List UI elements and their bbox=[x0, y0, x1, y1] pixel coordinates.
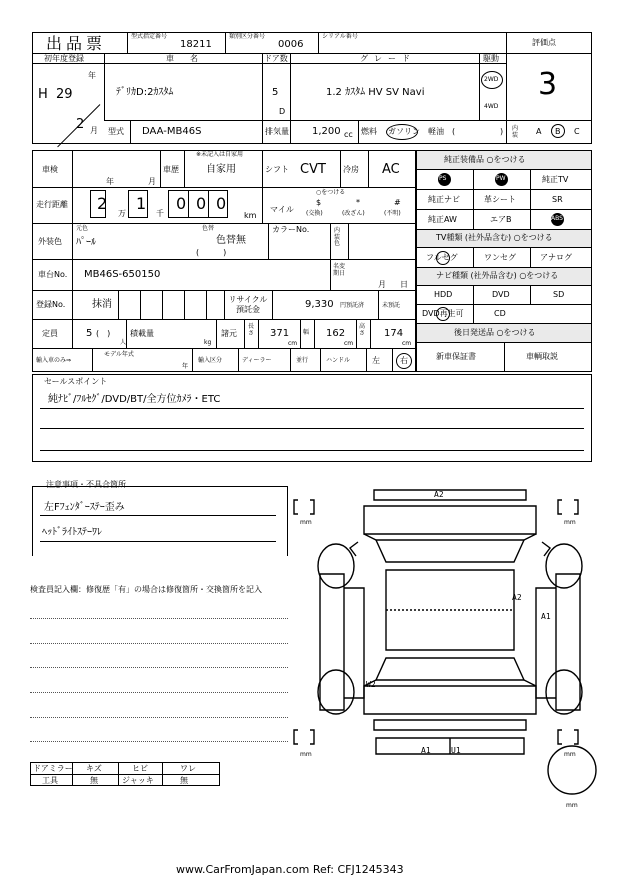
chassis-number: MB46S-650150 bbox=[84, 269, 161, 280]
interior-b: B bbox=[555, 127, 561, 136]
inspection-label: 車検 bbox=[42, 165, 58, 174]
notes-label: 注意事項・不具合箇所 bbox=[46, 480, 126, 489]
equip-navi: 純正ナビ bbox=[428, 195, 460, 204]
car-rear-deck bbox=[364, 686, 536, 714]
grade-label: グレード bbox=[360, 54, 416, 63]
import-label: 輸入車のみ⇒ bbox=[36, 357, 72, 364]
first-reg-label: 初年度登録 bbox=[44, 54, 84, 63]
displacement-unit: cc bbox=[344, 130, 353, 139]
recycle-label: リサイクル預託金 bbox=[228, 295, 268, 314]
shift-label: シフト bbox=[265, 165, 289, 174]
navi-dvd: DVD bbox=[492, 290, 510, 299]
car-front-bumper bbox=[374, 490, 526, 500]
ac-label: 冷房 bbox=[343, 165, 359, 174]
car-name: ﾃﾞﾘｶD:2ｶｽﾀﾑ bbox=[116, 87, 174, 98]
alter-symbol: * bbox=[356, 198, 360, 207]
color-no-label: カラーNo. bbox=[272, 225, 310, 234]
equip-leather: 革シート bbox=[484, 195, 516, 204]
recycle-unit: 円預託済 bbox=[340, 302, 365, 309]
damage-mark-rear-right: U1 bbox=[451, 746, 461, 755]
mileage-unit-km: km bbox=[244, 211, 257, 220]
length: 371 bbox=[270, 328, 290, 339]
reg-month-unit: 月 bbox=[90, 126, 98, 135]
sheet-title: 出品票 bbox=[46, 34, 107, 53]
length-label: 長さ bbox=[248, 323, 255, 337]
navi-cd: CD bbox=[494, 309, 506, 318]
sales-point-block bbox=[32, 374, 592, 462]
tv-fullseg: フルセグ bbox=[426, 253, 458, 262]
shift-value: CVT bbox=[300, 162, 326, 177]
grade: 1.2 ｶｽﾀﾑ HV SV Navi bbox=[326, 87, 425, 98]
wheel-front-left bbox=[318, 544, 354, 588]
equipment-title: 純正装備品 ○をつける bbox=[444, 155, 526, 164]
legend-scratch: キズ bbox=[86, 764, 102, 773]
interior-color-label: 内装色 bbox=[334, 227, 341, 248]
car-left-side bbox=[320, 574, 344, 710]
inspection-year-unit: 年 bbox=[106, 177, 114, 186]
color-change-label: 色替 bbox=[202, 225, 215, 232]
capacity-unit: 人 bbox=[120, 339, 127, 346]
damage-mark-right-front: A2 bbox=[512, 593, 522, 602]
use-value: 自家用 bbox=[206, 164, 236, 175]
note-line-1: 左Fﾌｪﾝﾀﾞｰｽﾃｰ歪み bbox=[44, 502, 125, 513]
exterior-color-label: 外装色 bbox=[38, 237, 62, 246]
width: 162 bbox=[326, 328, 346, 339]
model-year-label: モデル年式 bbox=[104, 351, 134, 358]
handle-label: ハンドル bbox=[326, 357, 351, 364]
model-code: DAA-MB46S bbox=[142, 126, 202, 137]
mileage-digit-3: 0 bbox=[176, 194, 187, 213]
interior-c: C bbox=[574, 127, 580, 136]
name-change-day: 日 bbox=[400, 280, 408, 289]
height-label: 高さ bbox=[359, 323, 366, 337]
inspector-label: 検査員記入欄：修復歴「有」の場合は修復箇所・交換箇所を記入 bbox=[30, 585, 262, 594]
interior-a: A bbox=[536, 127, 542, 136]
original-color-label: 元色 bbox=[76, 225, 89, 232]
wheel-rear-right bbox=[546, 670, 582, 714]
color-change: 色替無 bbox=[216, 235, 246, 246]
width-unit: cm bbox=[344, 340, 354, 347]
type-no: 18211 bbox=[180, 39, 212, 50]
legend-jack: ジャッキ bbox=[122, 776, 154, 785]
car-right-side bbox=[556, 574, 580, 710]
reg-year: 29 bbox=[56, 87, 73, 102]
mile-option: マイル bbox=[270, 205, 294, 214]
damage-mark-rear-left: A1 bbox=[421, 746, 431, 755]
fuel-paren-close: ) bbox=[500, 127, 504, 136]
navi-title: ナビ種類 (社外品含む) ○をつける bbox=[436, 271, 559, 280]
unknown-option: (不明) bbox=[384, 210, 401, 217]
drive-4wd: 4WD bbox=[484, 103, 499, 110]
name-change-label: 名変期日 bbox=[333, 263, 346, 278]
handle-left: 左 bbox=[372, 356, 380, 365]
mm-front-right: mm bbox=[564, 519, 576, 526]
note-line-2: ﾍｯﾄﾞﾗｲﾄｽﾃｰﾜﾚ bbox=[42, 527, 102, 538]
unknown-symbol: # bbox=[394, 198, 401, 207]
reg-no: 抹消 bbox=[92, 299, 112, 310]
mm-rear-right: mm bbox=[564, 751, 576, 758]
mileage-digit-5: 0 bbox=[216, 194, 227, 213]
legend-break: ワレ bbox=[180, 764, 196, 773]
color-paren: ( ) bbox=[196, 248, 227, 257]
equip-ps: PS bbox=[439, 175, 447, 182]
capacity-label: 定員 bbox=[42, 329, 58, 338]
navi-hdd: HDD bbox=[434, 290, 453, 299]
legend-tools: 工具 bbox=[42, 776, 58, 785]
tv-oneseg: ワンセグ bbox=[484, 253, 516, 262]
height: 174 bbox=[384, 328, 404, 339]
tv-title: TV種類 (社外品含む) ○をつける bbox=[436, 233, 553, 242]
use-label: 車歴 bbox=[163, 165, 179, 174]
equip-airbag: エアB bbox=[490, 215, 512, 224]
displacement-label: 排気量 bbox=[265, 127, 289, 136]
navi-sd: SD bbox=[553, 290, 565, 299]
swap-symbol: $ bbox=[316, 198, 322, 207]
legend-jack-value: 無 bbox=[180, 776, 188, 785]
ac-value: AC bbox=[382, 162, 400, 177]
evaluation-score: 3 bbox=[538, 67, 558, 102]
tv-analog: アナログ bbox=[540, 253, 572, 262]
damage-mark-left-rear: W2 bbox=[366, 680, 376, 689]
equip-pw: PW bbox=[496, 175, 506, 182]
mileage-digit-4: 0 bbox=[196, 194, 207, 213]
alter-option: (改ざん) bbox=[342, 210, 365, 217]
class-no-label: 類別区分番号 bbox=[229, 33, 266, 40]
mileage-digit-1: 2 bbox=[97, 194, 108, 213]
original-color: ﾊﾟｰﾙ bbox=[76, 237, 96, 248]
class-no: 0006 bbox=[278, 39, 304, 50]
fuel-diesel: 軽油 bbox=[428, 127, 444, 136]
mileage-circle-note: ○をつける bbox=[316, 189, 346, 196]
length-unit: cm bbox=[288, 340, 298, 347]
wheel-rear-left bbox=[318, 670, 354, 714]
reg-year-unit: 年 bbox=[88, 71, 96, 80]
load-unit: kg bbox=[204, 339, 212, 346]
door-suffix: D bbox=[279, 107, 286, 116]
serial-label: シリアル番号 bbox=[322, 33, 358, 40]
legend-crack: ヒビ bbox=[132, 764, 148, 773]
doors-label: ドア数 bbox=[264, 54, 288, 63]
damage-mark-right-side: A1 bbox=[541, 612, 551, 621]
eval-label: 評価点 bbox=[532, 38, 556, 47]
car-rear-bumper bbox=[374, 720, 526, 730]
displacement: 1,200 bbox=[312, 126, 341, 137]
height-unit: cm bbox=[402, 340, 412, 347]
fuel-paren-open: ( bbox=[452, 127, 456, 136]
mm-spare: mm bbox=[566, 802, 578, 809]
fuel-gas: ガソリン bbox=[388, 127, 420, 136]
capacity: 5 bbox=[86, 328, 93, 339]
swap-option: (交換) bbox=[306, 210, 323, 217]
parallel-option: 並行 bbox=[296, 357, 309, 364]
mm-front-left: mm bbox=[300, 519, 312, 526]
footer-ref: www.CarFromJapan.com Ref: CFJ1245343 bbox=[176, 863, 404, 876]
legend-tools-value: 無 bbox=[90, 776, 98, 785]
reg-month: 2 bbox=[76, 117, 85, 132]
name-change-month: 月 bbox=[378, 280, 386, 289]
equip-tv: 純正TV bbox=[542, 175, 569, 184]
legend-door-mirror: ドアミラー bbox=[33, 764, 73, 773]
equip-sr: SR bbox=[552, 195, 563, 204]
model-label: 型式 bbox=[108, 127, 124, 136]
car-damage-diagram bbox=[290, 478, 610, 818]
fuel-label: 燃料 bbox=[361, 127, 377, 136]
navi-dvd-play: DVD再生可 bbox=[422, 309, 464, 318]
equip-aw: 純正AW bbox=[428, 215, 457, 224]
load-label: 積載量 bbox=[130, 329, 154, 338]
car-hood bbox=[364, 506, 536, 534]
later-warranty: 新車保証書 bbox=[436, 352, 476, 361]
interior-label: 内装 bbox=[512, 125, 519, 139]
mileage-unit-man: 万 bbox=[118, 209, 126, 218]
sales-point-label: セールスポイント bbox=[44, 377, 108, 386]
dealer-option: ディーラー bbox=[242, 357, 272, 364]
equip-abs: ABS bbox=[551, 215, 563, 222]
import-type-label: 輸入区分 bbox=[198, 357, 223, 364]
car-windshield bbox=[376, 540, 524, 562]
mileage-label: 走行距離 bbox=[36, 200, 68, 209]
capacity-paren: ( ) bbox=[96, 329, 111, 338]
later-title: 後日発送品 ○をつける bbox=[454, 328, 536, 337]
reg-era: H bbox=[38, 87, 48, 102]
type-no-label: 型式指定番号 bbox=[131, 33, 168, 40]
use-note: ※未記入は自家用 bbox=[196, 151, 244, 158]
width-label: 幅 bbox=[303, 329, 310, 336]
door-count: 5 bbox=[272, 87, 279, 98]
handle-right: 右 bbox=[400, 356, 408, 365]
sales-point-text: 純ﾅﾋﾞ/ﾌﾙｾｸﾞ/DVD/BT/全方位ｶﾒﾗ・ETC bbox=[48, 394, 221, 405]
recycle-unpaid: 未預託 bbox=[382, 302, 401, 309]
reg-no-label: 登録No. bbox=[36, 300, 66, 309]
drive-label: 駆動 bbox=[483, 54, 499, 63]
drive-2wd: 2WD bbox=[484, 76, 499, 83]
inspection-month-unit: 月 bbox=[148, 177, 156, 186]
chassis-label: 車台No. bbox=[38, 270, 68, 279]
car-name-label: 車名 bbox=[166, 54, 214, 63]
car-rear-window bbox=[376, 658, 524, 680]
damage-mark-front-bumper: A2 bbox=[434, 490, 444, 499]
recycle-amount: 9,330 bbox=[305, 299, 334, 310]
mileage-unit-sen: 千 bbox=[156, 209, 164, 218]
mileage-digit-2: 1 bbox=[136, 194, 147, 213]
wheel-front-right bbox=[546, 544, 582, 588]
mm-rear-left: mm bbox=[300, 751, 312, 758]
model-year-unit: 年 bbox=[182, 363, 189, 370]
later-manual: 車輌取説 bbox=[526, 352, 558, 361]
size-label: 諸元 bbox=[221, 329, 237, 338]
